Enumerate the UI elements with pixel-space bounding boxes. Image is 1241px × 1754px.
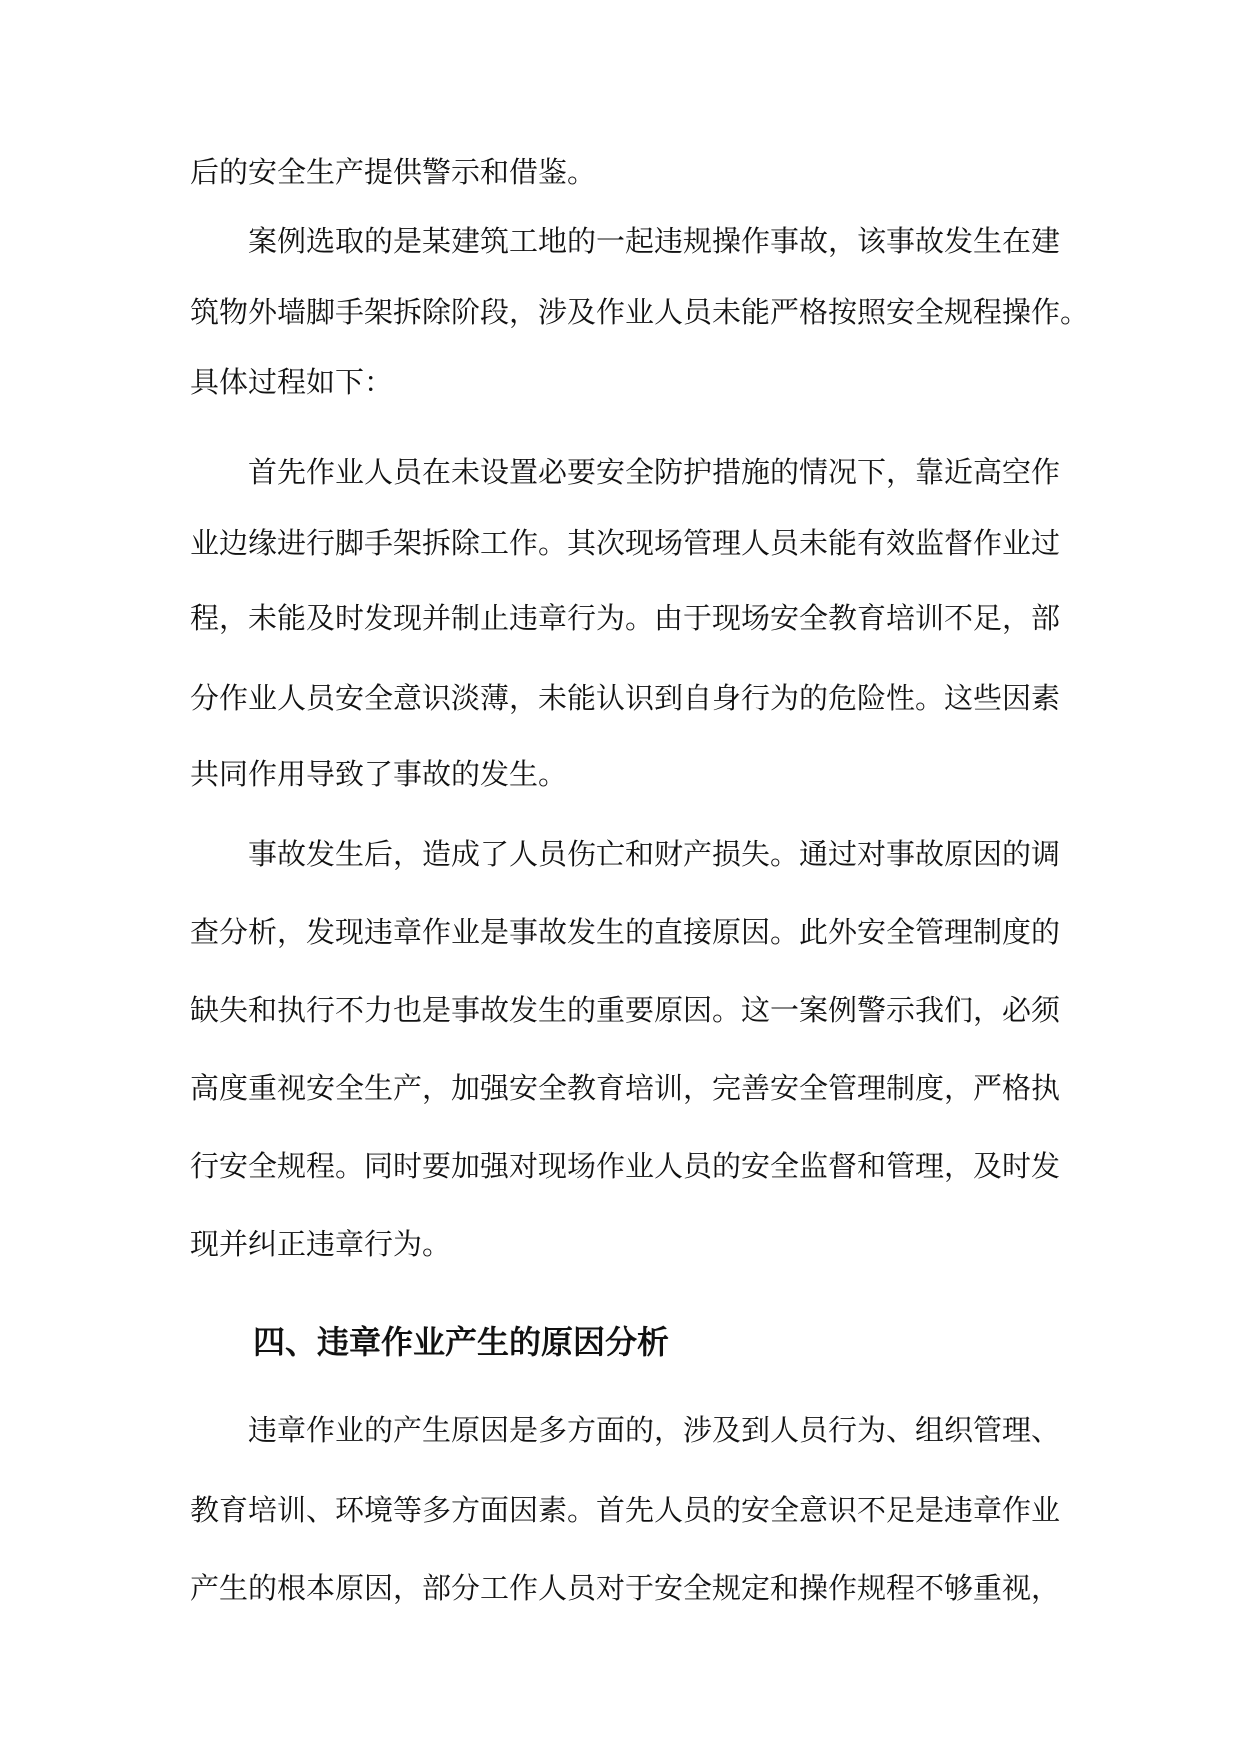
text-line: 筑物外墙脚手架拆除阶段，涉及作业人员未能严格按照安全规程操作。: [190, 295, 1090, 329]
text-line: 具体过程如下：: [190, 365, 394, 399]
text-line: 共同作用导致了事故的发生。: [190, 757, 568, 791]
text-line: 现并纠正违章行为。: [190, 1227, 452, 1261]
text-line: 违章作业的产生原因是多方面的，涉及到人员行为、组织管理、: [190, 1413, 1061, 1447]
text-line: 后的安全生产提供警示和借鉴。: [190, 155, 597, 189]
section-heading: 四、违章作业产生的原因分析: [253, 1323, 670, 1361]
text-line: 首先作业人员在未设置必要安全防护措施的情况下，靠近高空作: [190, 455, 1061, 489]
text-line: 高度重视安全生产，加强安全教育培训，完善安全管理制度，严格执: [190, 1071, 1061, 1105]
text-line: 分作业人员安全意识淡薄，未能认识到自身行为的危险性。这些因素: [190, 681, 1061, 715]
text-line: 行安全规程。同时要加强对现场作业人员的安全监督和管理，及时发: [190, 1149, 1061, 1183]
text-line: 教育培训、环境等多方面因素。首先人员的安全意识不足是违章作业: [190, 1493, 1061, 1527]
text-line: 事故发生后，造成了人员伤亡和财产损失。通过对事故原因的调: [190, 837, 1061, 871]
text-line: 程，未能及时发现并制止违章行为。由于现场安全教育培训不足，部: [190, 601, 1061, 635]
text-line: 业边缘进行脚手架拆除工作。其次现场管理人员未能有效监督作业过: [190, 526, 1061, 560]
text-line: 查分析，发现违章作业是事故发生的直接原因。此外安全管理制度的: [190, 915, 1061, 949]
text-line: 案例选取的是某建筑工地的一起违规操作事故，该事故发生在建: [190, 224, 1061, 258]
text-line: 缺失和执行不力也是事故发生的重要原因。这一案例警示我们，必须: [190, 993, 1061, 1027]
text-line: 产生的根本原因，部分工作人员对于安全规定和操作规程不够重视，: [190, 1571, 1061, 1605]
